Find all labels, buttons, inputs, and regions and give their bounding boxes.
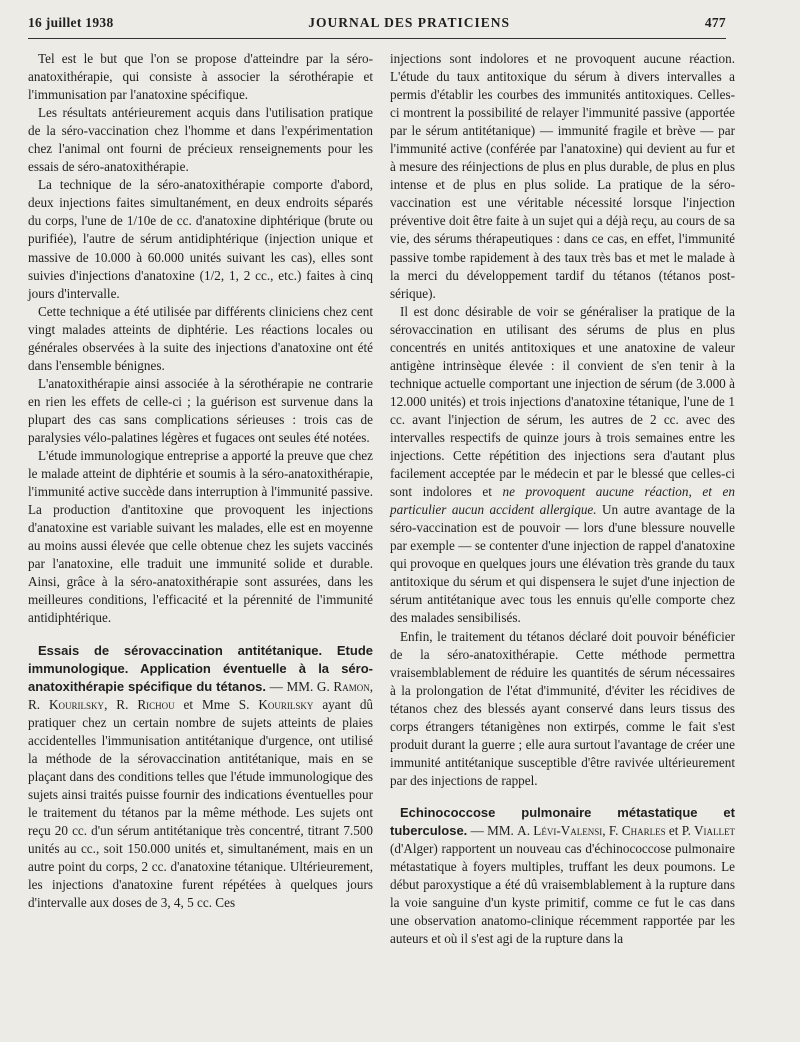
article-3-author-3: P. Viallet xyxy=(681,822,735,838)
article-2-author-1: G. Ramon xyxy=(316,678,370,694)
article-2-and: et Mme xyxy=(174,696,239,712)
article-3-sep: — MM. xyxy=(467,822,518,838)
article-3-body: (d'Alger) rapportent un nouveau cas d'échinococcose pulmonaire métastatique à foyers multiples, truffant les deux poumons. Le début paroxystique a été dû vraisemblablement à la rupture dans la voie sanguine d'un kyste primitif, comme ce fut le cas dans une observation anatomo-clinique récemment rapportée par les auteurs et où il s'est agi de la rupture dans la xyxy=(390,841,735,947)
left-paragraph-6: L'étude immunologique entreprise a apporté la preuve que chez le malade atteint de diphtérie et soumis à la séro-anatoxithérapie, l'immunité active succède dans interruption à l'immunité passive. La production d'antitoxine que provoquent les injections d'anatoxine est variable suivant les malades, elle est en moyenne au moins aussi élevée que celle obtenue chez les sujets vaccinés par l'anatoxine, elle traduit une immunité solide et durable. Ainsi, grâce à la séro-anatoxithérapie sont assurées, dans les meilleures conditions, l'efficacité et la pérennité de l'immunité antidiphtérique. xyxy=(28,448,373,626)
article-2-comma-1: , xyxy=(369,678,373,694)
header-rule xyxy=(28,38,726,39)
left-paragraph-3: La technique de la séro-anatoxithérapie comporte d'abord, deux injections faites simultanément, en deux endroits séparés du corps, l'une de 1/10e de cc. d'anatoxine diphtérique (brute ou purifiée), l'autre de sérum antidiphtérique (injection unique et massive de 10.000 à 60.000 unités suivant les cas), elles sont suivies d'injections d'anatoxine (1/2, 1, 2 cc., etc.) faites à cinq jours d'intervalle. xyxy=(28,177,373,301)
right-column xyxy=(390,50,735,948)
right-paragraph-1: injections sont indolores et ne provoquent aucune réaction. L'étude du taux antitoxique du sérum à divers intervalles a permis d'établir les courbes des immunités antitoxiques. Celles-ci montrent la possibilité de relayer l'immunité passive (apportée par le sérum antitétanique) — immunité fragile et brève — par l'immunité active (conférée par l'anatoxine) qui devient au fur et à mesure des réinjections de plus en plus durable, de plus en plus intense et de plus en plus solide. La pratique de la séro-vaccination est une véritable nécessité lorsque l'injection préventive doit être faite à un sujet qui a déjà reçu, au cours de sa vie, des sérums thérapeutiques : dans ce cas, en effet, l'immunité passive tombe rapidement à des taux très bas et met le malade à la merci du développement tardif du tétanos (tétanos post-sérique). xyxy=(390,51,735,301)
running-header xyxy=(28,15,726,37)
header-date: 16 juillet 1938 xyxy=(28,15,114,30)
article-2-title: Essais de sérovaccination antitétanique. Etude immunologique. Application éventuelle à la séro-anatoxithérapie spécifique du tétanos. xyxy=(28,642,373,694)
right-paragraph-2-tail: Un autre avantage de la séro-vaccination est de pouvoir — lors d'une blessure nouvelle par exemple — se contenter d'une injection de rappel d'anatoxine qui provoque en quelques jours une élévation très grande du taux antitoxique du sérum et qui dispensera le sujet d'une injection de sérum antitétanique avec tous les ennuis qu'elle comporte chez des malades sensibilisés. xyxy=(390,502,735,626)
right-paragraph-2 xyxy=(390,303,735,628)
left-column xyxy=(28,50,373,912)
left-paragraph-2: Les résultats antérieurement acquis dans l'utilisation pratique de la séro-vaccination chez l'homme et dans l'expérimentation chez l'animal ont fourni de précieux renseignements pour les essais de séro-anatoxithérapie. xyxy=(28,105,373,175)
header-journal-title: JOURNAL DES PRATICIENS xyxy=(308,15,511,30)
header-page-number: 477 xyxy=(704,15,726,30)
article-3-comma-1: , xyxy=(602,822,609,838)
article-2-body: ayant dû pratiquer chez un certain nombre de sujets atteints de plaies accidentelles l'immunisation antitétanique d'urgence, ont utilisé la méthode de la sérovaccination antitétanique, mais en se plaçant dans des conditions telles que l'étude immunologique des sujets ainsi traités puisse fournir des indications éventuelles pour le traitement du tétanos par la même méthode. Les sujets ont reçu 20 cc. d'un sérum antitétanique très concentré, titrant 7.500 unités au cc., soit 150.000 unités et, simultanément, mais en un autre point du corps, 2 cc. d'anatoxine tétanique. Ultérieurement, les injections d'anatoxine furent répétées à quelques jours d'intervalle aux doses de 3, 4, 5 cc. Ces xyxy=(28,696,374,911)
article-3-title: Echinococcose pulmonaire métastatique et tuberculose. xyxy=(390,804,735,838)
article-2-sep: — MM. xyxy=(266,678,317,694)
article-3-author-1: A. Lévi-Valensi xyxy=(517,822,603,838)
right-paragraph-3: Enfin, le traitement du tétanos déclaré doit pouvoir bénéficier de la séro-anatoxithérapie. Cette méthode permettra vraisemblablement de réduire les quantités de sérum nécessaires à la prolongation de l'état d'immunité, d'éviter les récidives de tétanos chez des blessés ayant conservé dans leurs tissus des corps étrangers tétanigènes non extirpés, comme le fait s'est produit durant la guerre ; elle aura surtout l'avantage de créer une immunité antitétanique susceptible d'être ravivée ultérieurement par des injections de rappel. xyxy=(390,628,735,788)
right-paragraph-2-text: Il est donc désirable de voir se généraliser la pratique de la sérovaccination en utilisant des sérums de plus en plus concentrés en unités antitoxiques et une anatoxine de valeur antigène intrinsèque élevée : il convient de s'en tenir à la technique actuelle comportant une injection de sérum (de 3.000 à 12.000 unités) et trois injections d'anatoxine tétanique, l'une de 1 cc. avant l'injection de sérum, les autres de 2 cc. avec des intervalles respectifs de quinze jours à trois semaines entre les injections. Cette répétition des injections sera d'autant plus facilement acceptée par le médecin et par le blessé que celles-ci sont indolores et xyxy=(390,303,735,500)
article-3-and: et xyxy=(665,822,682,838)
article-2-author-4: S. Kourilsky xyxy=(238,696,314,712)
article-2-author-2: R. Kourilsky xyxy=(28,696,105,712)
article-2 xyxy=(28,642,373,913)
article-3 xyxy=(390,804,735,948)
article-2-comma-2: , xyxy=(104,696,117,712)
left-paragraph-5: L'anatoxithérapie ainsi associée à la sérothérapie ne contrarie en rien les effets de celle-ci ; la guérison est survenue dans la plupart des cas sans complications sérieuses : trois cas de paralysies vélo-palatines légères et fugaces ont seules été notées. xyxy=(28,375,373,445)
article-2-author-3: R. Richou xyxy=(116,696,175,712)
left-paragraph-1: Tel est le but que l'on se propose d'atteindre par la séro-anatoxithérapie, qui consiste à associer la sérothérapie et l'immunisation par l'anatoxine spécifique. xyxy=(28,51,373,103)
article-3-author-2: F. Charles xyxy=(608,822,666,838)
left-paragraph-4: Cette technique a été utilisée par différents cliniciens chez cent vingt malades atteints de diphtérie. Les réactions locales ou générales observées à la suite des injections d'anatoxine ont été dans l'ensemble bénignes. xyxy=(28,303,373,373)
right-paragraph-2-italic: ne provoquent aucune réaction, et en particulier aucun accident allergique. xyxy=(390,484,735,518)
